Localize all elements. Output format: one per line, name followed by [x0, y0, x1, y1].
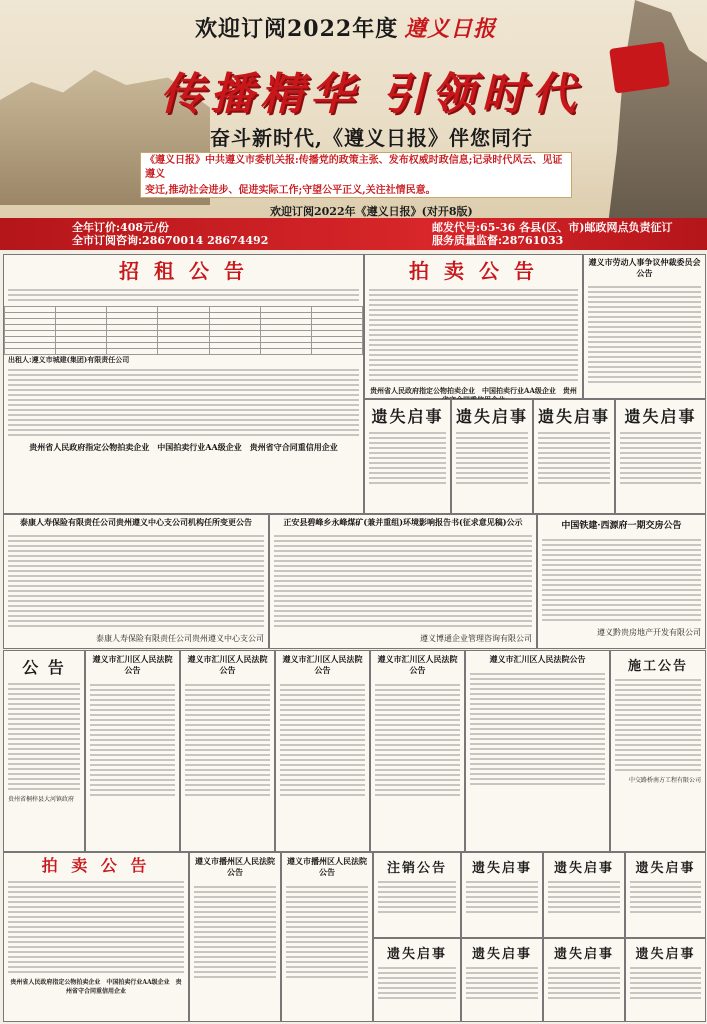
red-flag-illustration	[609, 41, 670, 93]
auction-2-title: 拍 卖 公 告	[41, 856, 151, 875]
court-2-title: 遵义市汇川区人民法院公告	[187, 654, 268, 675]
environment-org: 遵义博通企业管理咨询有限公司	[420, 634, 532, 643]
auction-1-footer: 贵州省人民政府指定公物拍卖企业 中国拍卖行业AA级企业 贵州	[370, 386, 577, 395]
court-notice-1	[85, 650, 180, 852]
newspaper-logo: 遵义日报	[404, 16, 497, 42]
lost-6-title: 遗失启事	[553, 861, 614, 876]
auction-1-title: 拍 卖 公 告	[409, 259, 538, 283]
lost-7-title: 遗失启事	[635, 861, 696, 876]
court-notice-3	[275, 650, 370, 852]
lost-5-title: 遗失启事	[471, 861, 532, 876]
subscription-bar	[0, 218, 707, 250]
rail-handover-notice	[537, 514, 706, 649]
statue-illustration	[587, 0, 707, 250]
court-bozhou-1-title: 遵义市播州区人民法院公告	[195, 856, 275, 877]
cancellation-title: 注销公告	[386, 861, 447, 876]
rent-notice	[3, 254, 364, 514]
lost-notice-9	[461, 938, 543, 1022]
info-line-2: 变迁,推动社会进步、促进实际工作;守望公平正义,关注社情民意。	[145, 185, 436, 196]
court-bozhou-2-title: 遵义市播州区人民法院公告	[287, 856, 367, 877]
lost-notice-6	[543, 852, 625, 938]
court-notice-5	[465, 650, 610, 852]
lost-notice-3	[533, 399, 615, 514]
public-notice-title: 公 告	[22, 658, 66, 677]
court-notice-2	[180, 650, 275, 852]
rail-org: 遵义黔贵房地产开发有限公司	[597, 628, 701, 637]
auction-notice-2	[3, 852, 189, 1022]
auction-2-footer: 贵州省人民政府指定公物拍卖企业 中国拍卖行业AA级企业 贵州省守合同重信用企业	[10, 979, 182, 995]
lost-10-title: 遗失启事	[553, 947, 614, 962]
banner-headline: 欢迎订阅2022年度 遵义日报	[195, 16, 497, 42]
public-notice	[3, 650, 85, 852]
environment-notice	[269, 514, 537, 649]
postal-text: 邮发代号:65-36 各县(区、市)邮政网点负责征订 服务质量监督:28761033	[432, 221, 673, 247]
construction-title: 施工公告	[627, 659, 688, 674]
lost-notice-7	[625, 852, 706, 938]
court-3-title: 遵义市汇川区人民法院公告	[282, 654, 363, 675]
court-notice-bozhou-2	[281, 852, 373, 1022]
rent-notice-body	[4, 284, 363, 306]
lost-11-title: 遗失启事	[635, 947, 696, 962]
subscription-banner	[0, 0, 707, 250]
insurance-title: 泰康人寿保险有限责任公司贵州遵义中心支公司机构任所变更公告	[20, 517, 252, 527]
court-notice-bozhou-1	[189, 852, 281, 1022]
info-line-1: 《遵义日报》中共遵义市委机关报:传播党的政策主张、发布权威时政信息;记录时代风云、见证遵义	[145, 155, 563, 180]
lost-notice-11	[625, 938, 706, 1022]
lost-notice-5	[461, 852, 543, 938]
lost-notice-10	[543, 938, 625, 1022]
court-5-title: 遵义市汇川区人民法院公告	[489, 654, 586, 664]
lost-9-title: 遗失启事	[471, 947, 532, 962]
banner-subtitle: 奋斗新时代,《遵义日报》伴您同行	[210, 126, 533, 150]
lost-notice-8	[373, 938, 461, 1022]
banner-slogan: 传播精华 引领时代	[160, 69, 582, 120]
lost-notice-2	[451, 399, 533, 514]
court-1-title: 遵义市汇川区人民法院公告	[92, 654, 173, 675]
labor-arbitration-notice	[583, 254, 706, 399]
cancellation-notice	[373, 852, 461, 938]
construction-org: 中交路桥南方工程有限公司	[628, 777, 701, 784]
court-4-title: 遵义市汇川区人民法院公告	[377, 654, 458, 675]
lost-3-title: 遗失启事	[537, 407, 610, 426]
auction-notice-1	[364, 254, 583, 399]
price-text: 全年订价:408元/份 全市订阅咨询:28670014 28674492	[72, 221, 269, 247]
public-notice-org: 贵州省桐梓县大河镇政府	[8, 796, 75, 803]
lost-8-title: 遗失启事	[386, 947, 447, 962]
lost-notice-1	[364, 399, 451, 514]
rent-table	[4, 306, 363, 355]
lost-notice-4	[615, 399, 706, 514]
rent-footer: 贵州省人民政府指定公物拍卖企业 中国拍卖行业AA级企业 贵州省守合同重信用企业	[29, 442, 338, 452]
environment-title: 正安县碧峰乡永峰煤矿(兼并重组)环境影响报告书(征求意见稿)公示	[283, 517, 523, 527]
labor-title: 遵义市劳动人事争议仲裁委员会公告	[588, 257, 701, 278]
rent-notice-title: 招 租 公 告	[119, 259, 248, 283]
rail-title: 中国铁建·西源府一期交房公告	[561, 521, 682, 531]
insurance-org: 泰康人寿保险有限责任公司贵州遵义中心支公司	[96, 634, 264, 643]
insurance-notice	[3, 514, 269, 649]
welcome-line: 欢迎订阅2022年《遵义日报》(对开8版)	[270, 205, 473, 218]
court-notice-4	[370, 650, 465, 852]
lost-2-title: 遗失启事	[455, 407, 528, 426]
rent-org: 出租人:遵义市城建(集团)有限责任公司	[8, 355, 130, 364]
lost-4-title: 遗失启事	[624, 407, 697, 426]
lost-1-title: 遗失启事	[371, 407, 444, 426]
construction-notice	[610, 650, 706, 852]
banner-info-box	[140, 152, 572, 198]
